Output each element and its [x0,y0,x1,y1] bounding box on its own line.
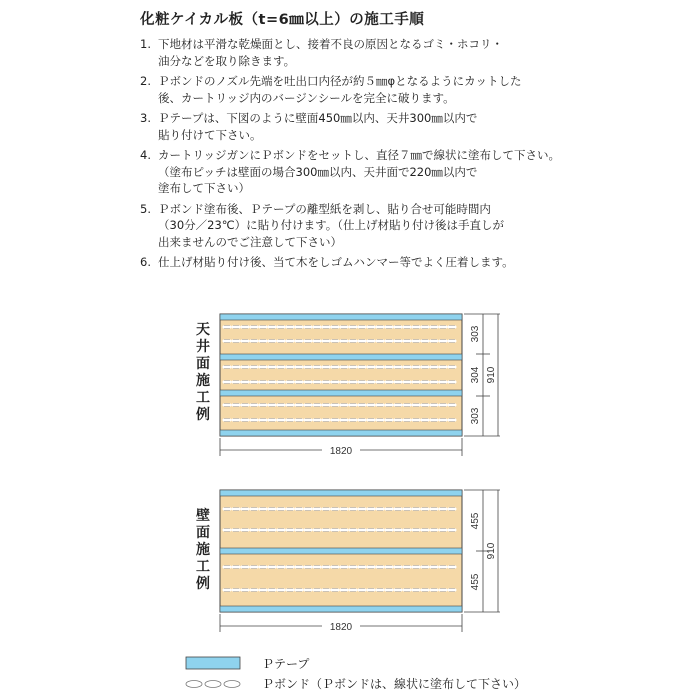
label-char: 天 [196,322,210,338]
tape-strip [220,490,462,496]
label-char: 面 [196,356,210,372]
step-number: 3. [140,111,151,125]
step-text: （30分／23℃）に貼り付けます。（仕上げ材貼り付け後は手直しが [158,218,505,232]
tape-strip [220,354,462,360]
wall-diagram-label [194,508,212,593]
step-number: 2. [140,74,151,88]
step-text: 後、カートリッジ内のバージンシールを完全に破ります。 [158,90,455,105]
tape-strip [220,548,462,554]
tape-strip [220,390,462,396]
ceiling-board [220,314,462,436]
label-char: 施 [196,542,210,558]
wall-seg-label: 455 [470,512,481,530]
wall-seg-label: 455 [470,573,481,591]
step-text: Ｐボンドのノズル先端を吐出口内径が約５㎜φとなるようにカットした [158,74,522,88]
ceiling-seg-label: 304 [470,366,481,384]
label-char: 工 [196,390,210,406]
step-text: 仕上げ材貼り付け後、当て木をしゴムハンマー等でよく圧着します。 [158,255,514,269]
step-text: カートリッジガンにＰボンドをセットし、直径７㎜で線状に塗布して下さい。 [158,148,561,162]
step-number: 6. [140,255,151,269]
label-char: 面 [196,525,210,541]
legend-bond-swatch [186,681,240,688]
wall-height-label: 910 [486,542,497,560]
page-title: 化粧ケイカル板（t=6㎜以上）の施工手順 [140,12,425,28]
bond-bead [186,681,202,688]
legend-bond-label: Ｐボンド（Ｐボンドは、線状に塗布して下さい） [262,677,527,691]
step-text: 油分などを取り除きます。 [158,53,296,68]
step-number: 5. [140,201,151,216]
bond-bead [205,681,221,688]
step-number: 4. [140,148,151,162]
step-text: 貼り付けて下さい。 [158,127,262,142]
ceiling-seg-label: 303 [470,407,481,425]
ceiling-seg-label: 303 [470,325,481,343]
step-text: Ｐテープは、下図のように壁面450㎜以内、天井300㎜以内で [158,111,478,125]
label-char: 井 [196,339,210,355]
label-char: 壁 [196,508,210,524]
label-char: 例 [196,576,210,592]
wall-width-label: 1820 [329,622,353,633]
tape-strip [220,430,462,436]
tape-strip [220,606,462,612]
step-text: 塗布して下さい） [158,181,250,195]
step-text: 下地材は平滑な乾燥面とし、接着不良の原因となるゴミ・ホコリ・ [158,37,503,51]
label-char: 工 [196,559,210,575]
ceiling-height-label: 910 [486,366,497,384]
bond-bead [224,681,240,688]
ceiling-width-label: 1820 [329,446,353,457]
step-text: 出来ませんのでご注意して下さい） [158,234,342,249]
label-char: 例 [196,407,210,423]
legend-tape-label: Ｐテープ [262,657,310,671]
legend-tape-swatch [186,657,240,669]
step-text: （塗布ピッチは壁面の場合300㎜以内、天井面で220㎜以内で [158,164,478,179]
step-number: 1. [140,37,151,51]
ceiling-diagram-label [194,322,212,424]
ceiling-diagram [220,314,500,457]
wall-diagram [220,490,500,633]
label-char: 施 [196,373,210,389]
step-text: Ｐボンド塗布後、Ｐテープの離型紙を剥し、貼り合せ可能時間内 [158,201,491,216]
tape-strip [220,314,462,320]
